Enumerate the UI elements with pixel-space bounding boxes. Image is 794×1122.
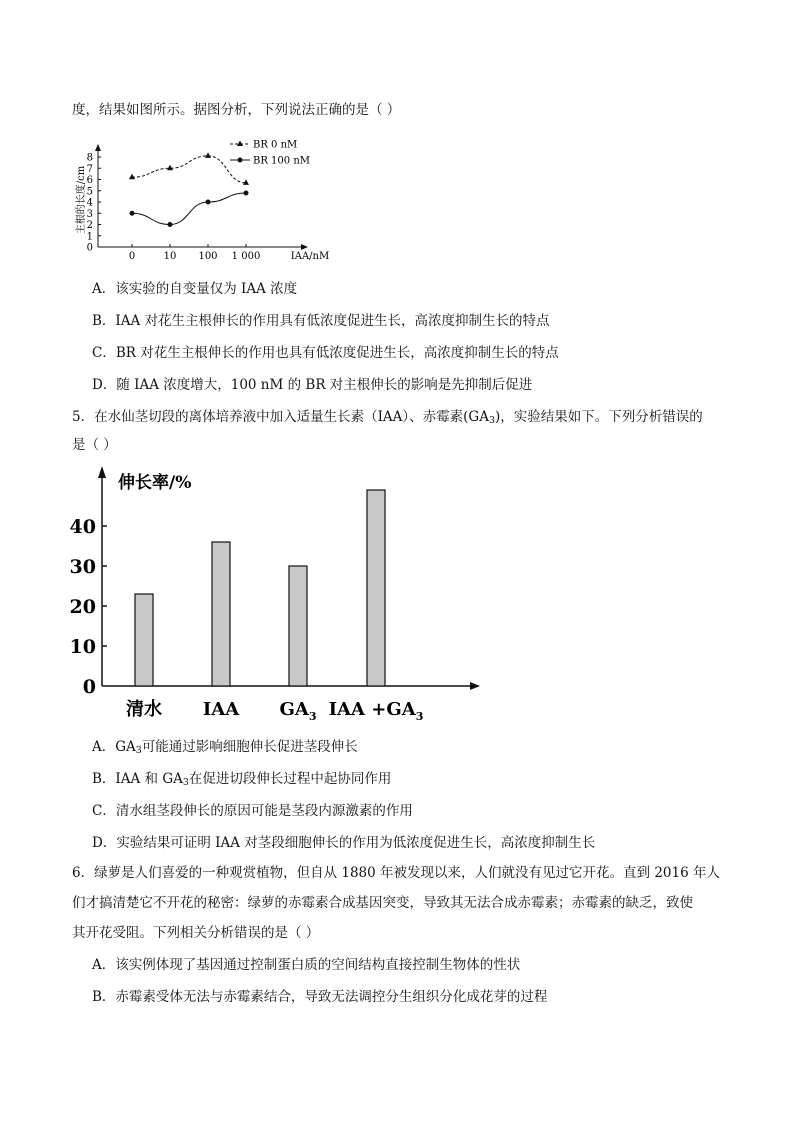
y-tick-label: 0 xyxy=(86,242,93,254)
legend-label-1: BR 0 nM xyxy=(253,139,298,151)
data-point-circle xyxy=(244,191,249,196)
q5-option-d: D．实验结果可证明 IAA 对茎段细胞伸长的作用为低浓度促进生长，高浓度抑制生长 xyxy=(92,835,596,851)
y-tick-label: 2 xyxy=(86,220,93,231)
x-tick-label: 100 xyxy=(198,251,218,262)
x-tick-label: 1 000 xyxy=(231,251,261,262)
q4-option-a: A．该实验的自变量仅为 IAA 浓度 xyxy=(92,281,298,297)
q4-option-c: C．BR 对花生主根伸长的作用也具有低浓度促进生长，高浓度抑制生长的特点 xyxy=(92,345,559,361)
category-label-3: $GA_3$ xyxy=(279,699,317,723)
q5-stem-line1 xyxy=(72,408,703,430)
q4-stem-tail: 度，结果如图所示。据图分析，下列说法正确的是（ ） xyxy=(72,102,401,118)
q5-option-c: C．清水组茎段伸长的原因可能是茎段内源激素的作用 xyxy=(92,803,413,819)
category-label-4: IAA $+GA_3$ xyxy=(328,699,424,723)
q5-option-b-rest: 在促进切段伸长过程中起协同作用 xyxy=(188,771,392,787)
bar-4 xyxy=(367,490,385,686)
q5-option-b-sub: 3 xyxy=(182,777,189,788)
data-point-circle xyxy=(130,211,135,216)
data-point-triangle xyxy=(205,152,211,158)
q6-stem-line2: 们才搞清楚它不开花的秘密：绿萝的赤霉素合成基因突变，导致其无法合成赤霉素；赤霉素的缺乏，致使 xyxy=(72,895,693,911)
q5-option-b-text: B．IAA 和 GA xyxy=(92,771,183,787)
data-point-circle xyxy=(168,222,173,227)
y-axis-label: 主根的长度/cm xyxy=(76,165,87,235)
bar-chart xyxy=(69,462,490,727)
data-point-circle xyxy=(206,200,211,205)
y-tick-label: 10 xyxy=(69,636,96,658)
q5-stem-line2: 是（ ） xyxy=(72,437,117,453)
y-tick-label: 30 xyxy=(69,556,96,578)
q5-option-a-sub: 3 xyxy=(135,745,142,756)
y-axis-arrow xyxy=(98,466,106,478)
q5-option-a xyxy=(92,738,358,760)
x-axis-arrow xyxy=(301,244,308,250)
q5-option-b xyxy=(92,770,391,792)
y-tick-label: 3 xyxy=(86,208,93,220)
y-axis-arrow xyxy=(95,144,101,151)
data-point-triangle xyxy=(129,174,135,180)
q6-stem-line3: 其开花受阻。下列相关分析错误的是（ ） xyxy=(72,925,320,941)
q5-option-a-rest: 可能通过影响细胞伸长促进茎段伸长 xyxy=(141,739,358,755)
legend-label-2: BR 100 nM xyxy=(253,155,311,167)
q4-option-b: B．IAA 对花生主根伸长的作用具有低浓度促进生长，高浓度抑制生长的特点 xyxy=(92,313,550,329)
legend-marker-circle xyxy=(238,158,243,163)
q5-stem-line1-sub: 3 xyxy=(488,415,495,426)
x-tick-label: 0 xyxy=(128,251,136,262)
line-chart xyxy=(70,132,350,262)
y-tick-label: 8 xyxy=(86,152,93,164)
q5-option-a-text: A．GA xyxy=(92,739,136,755)
data-point-triangle xyxy=(167,165,173,171)
y-tick-label: 1 xyxy=(86,231,93,243)
category-label-2: IAA xyxy=(202,699,240,720)
bar-3 xyxy=(289,566,307,686)
y-tick-label: 0 xyxy=(82,676,96,698)
x-axis-label: IAA/nM xyxy=(290,251,330,262)
series-line-2 xyxy=(132,193,246,225)
bar-2 xyxy=(212,542,230,686)
y-tick-label: 4 xyxy=(86,197,93,209)
y-tick-label: 20 xyxy=(69,596,96,618)
series-line-1 xyxy=(132,156,246,183)
y-tick-label: 6 xyxy=(86,175,93,186)
legend-marker-triangle xyxy=(237,141,243,147)
y-axis-label: 伸长率/% xyxy=(118,473,192,493)
q6-stem-line1: 6．绿萝是人们喜爱的一种观赏植物，但自从 1880 年被发现以来，人们就没有见过它开花。直到 2016 年人 xyxy=(72,865,720,881)
data-point-triangle xyxy=(243,179,249,185)
x-tick-label: 10 xyxy=(163,251,177,262)
x-axis-arrow xyxy=(470,682,480,690)
bar-1 xyxy=(135,594,153,686)
y-tick-label: 5 xyxy=(86,186,93,198)
y-tick-label: 7 xyxy=(86,163,93,175)
q6-option-a: A．该实例体现了基因通过控制蛋白质的空间结构直接控制生物体的性状 xyxy=(92,957,521,973)
q5-stem-line1-a: 5．在水仙茎切段的离体培养液中加入适量生长素（IAA）、赤霉素(GA xyxy=(72,409,489,425)
q4-option-d: D．随 IAA 浓度增大，100 nM 的 BR 对主根伸长的影响是先抑制后促进 xyxy=(92,377,533,393)
category-label-1: 清水 xyxy=(126,699,162,720)
y-tick-label: 40 xyxy=(69,516,96,538)
q6-option-b: B．赤霉素受体无法与赤霉素结合，导致无法调控分生组织分化成花芽的过程 xyxy=(92,989,548,1005)
q5-stem-line1-b: )，实验结果如下。下列分析错误的 xyxy=(495,409,703,425)
